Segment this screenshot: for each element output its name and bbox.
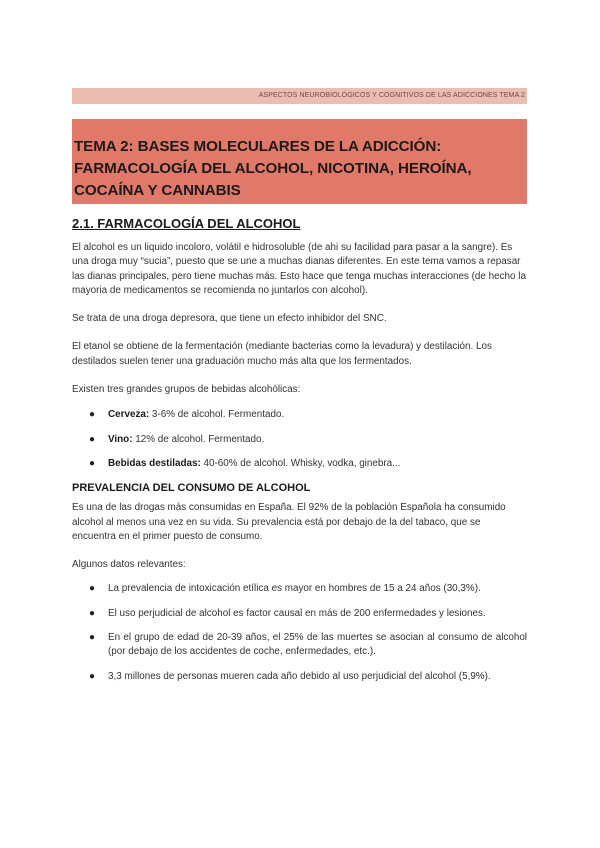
drink-name: Bebidas destiladas: — [108, 457, 201, 469]
prevalence-heading: PREVALENCIA DEL CONSUMO DE ALCOHOL — [72, 482, 311, 495]
running-header-text: ASPECTOS NEUROBIOLÓGICOS Y COGNITIVOS DE LAS ADICCIONES TEMA 2 — [258, 92, 525, 99]
bullet-icon: ● — [89, 632, 96, 644]
fact-text: El uso perjudicial de alcohol es factor causal en más de 200 enfermedades y lesiones. — [108, 607, 486, 619]
list-item — [72, 631, 527, 660]
paragraph-groups: Existen tres grandes grupos de bebidas alcohólicas: — [72, 384, 301, 396]
bullet-icon: ● — [89, 457, 96, 469]
bullet-icon: ● — [89, 583, 96, 595]
bullet-icon: ● — [89, 409, 96, 421]
paragraph-intro: El alcohol es un liquido incoloro, volátil e hidrosoluble (de ahi su facilidad para pasar a la sangre). Es una droga muy “sucia”, puesto que se une a muchas dianas diferentes. En este tema vamos a repasar las dianas principales, pero tiene muchas más. Esto hace que tenga muchas interacciones (de hecho la mayoria de medicamentos se recomienda no juntarlos con alcohol). — [72, 242, 526, 296]
list-item — [72, 433, 527, 447]
page-title: TEMA 2: BASES MOLECULARES DE LA ADICCIÓN: FARMACOLOGÍA DEL ALCOHOL, NICOTINA, HEROÍNA, COCAÍNA Y CANNABIS — [74, 138, 472, 199]
document-body — [72, 214, 527, 694]
list-item — [72, 607, 527, 621]
bullet-icon: ● — [89, 607, 96, 619]
list-item — [72, 408, 527, 422]
paragraph-data-intro: Algunos datos relevantes: — [72, 559, 186, 571]
paragraph-depressant: Se trata de una droga depresora, que tiene un efecto inhibidor del SNC. — [72, 313, 387, 325]
paragraph-ethanol: El etanol se obtiene de la fermentación (mediante bacterias como la levadura) y destilación. Los destilados suelen tener una graduación mucho más alta que los fermentados. — [72, 341, 492, 367]
fact-text: En el grupo de edad de 20-39 años, el 25% de las muertes se asocian al consumo de alcohol (por debajo de los accidentes de coche, enfermedades, etc.). — [108, 632, 527, 658]
section-heading: 2.1. FARMACOLOGÍA DEL ALCOHOL — [72, 216, 301, 231]
running-header — [72, 88, 527, 104]
drink-desc: 12% de alcohol. Fermentado. — [132, 433, 265, 445]
list-item — [72, 670, 527, 684]
facts-list — [72, 582, 527, 683]
bullet-icon: ● — [89, 670, 96, 682]
bullet-icon: ● — [89, 433, 96, 445]
fact-text: 3,3 millones de personas mueren cada año debido al uso perjudicial del alcohol (5,9%). — [108, 670, 491, 682]
paragraph-prevalence: Es una de las drogas más consumidas en España. El 92% de la población Española ha consumido alcohol al menos una vez en su vida. Su prevalencia está por debajo de la del tabaco, que se encuentra en el primer puesto de consumo. — [72, 502, 506, 542]
title-box — [72, 119, 527, 204]
list-item — [72, 582, 527, 596]
drink-name: Cerveza: — [108, 409, 150, 421]
drink-desc: 3-6% de alcohol. Fermentado. — [149, 409, 285, 421]
drink-name: Vino: — [108, 433, 133, 445]
list-item — [72, 457, 527, 471]
fact-text: La prevalencia de intoxicación etílica es mayor en hombres de 15 a 24 años (30,3%). — [108, 583, 481, 595]
drink-desc: 40-60% de alcohol. Whisky, vodka, ginebra... — [200, 457, 401, 469]
drinks-list — [72, 408, 527, 471]
